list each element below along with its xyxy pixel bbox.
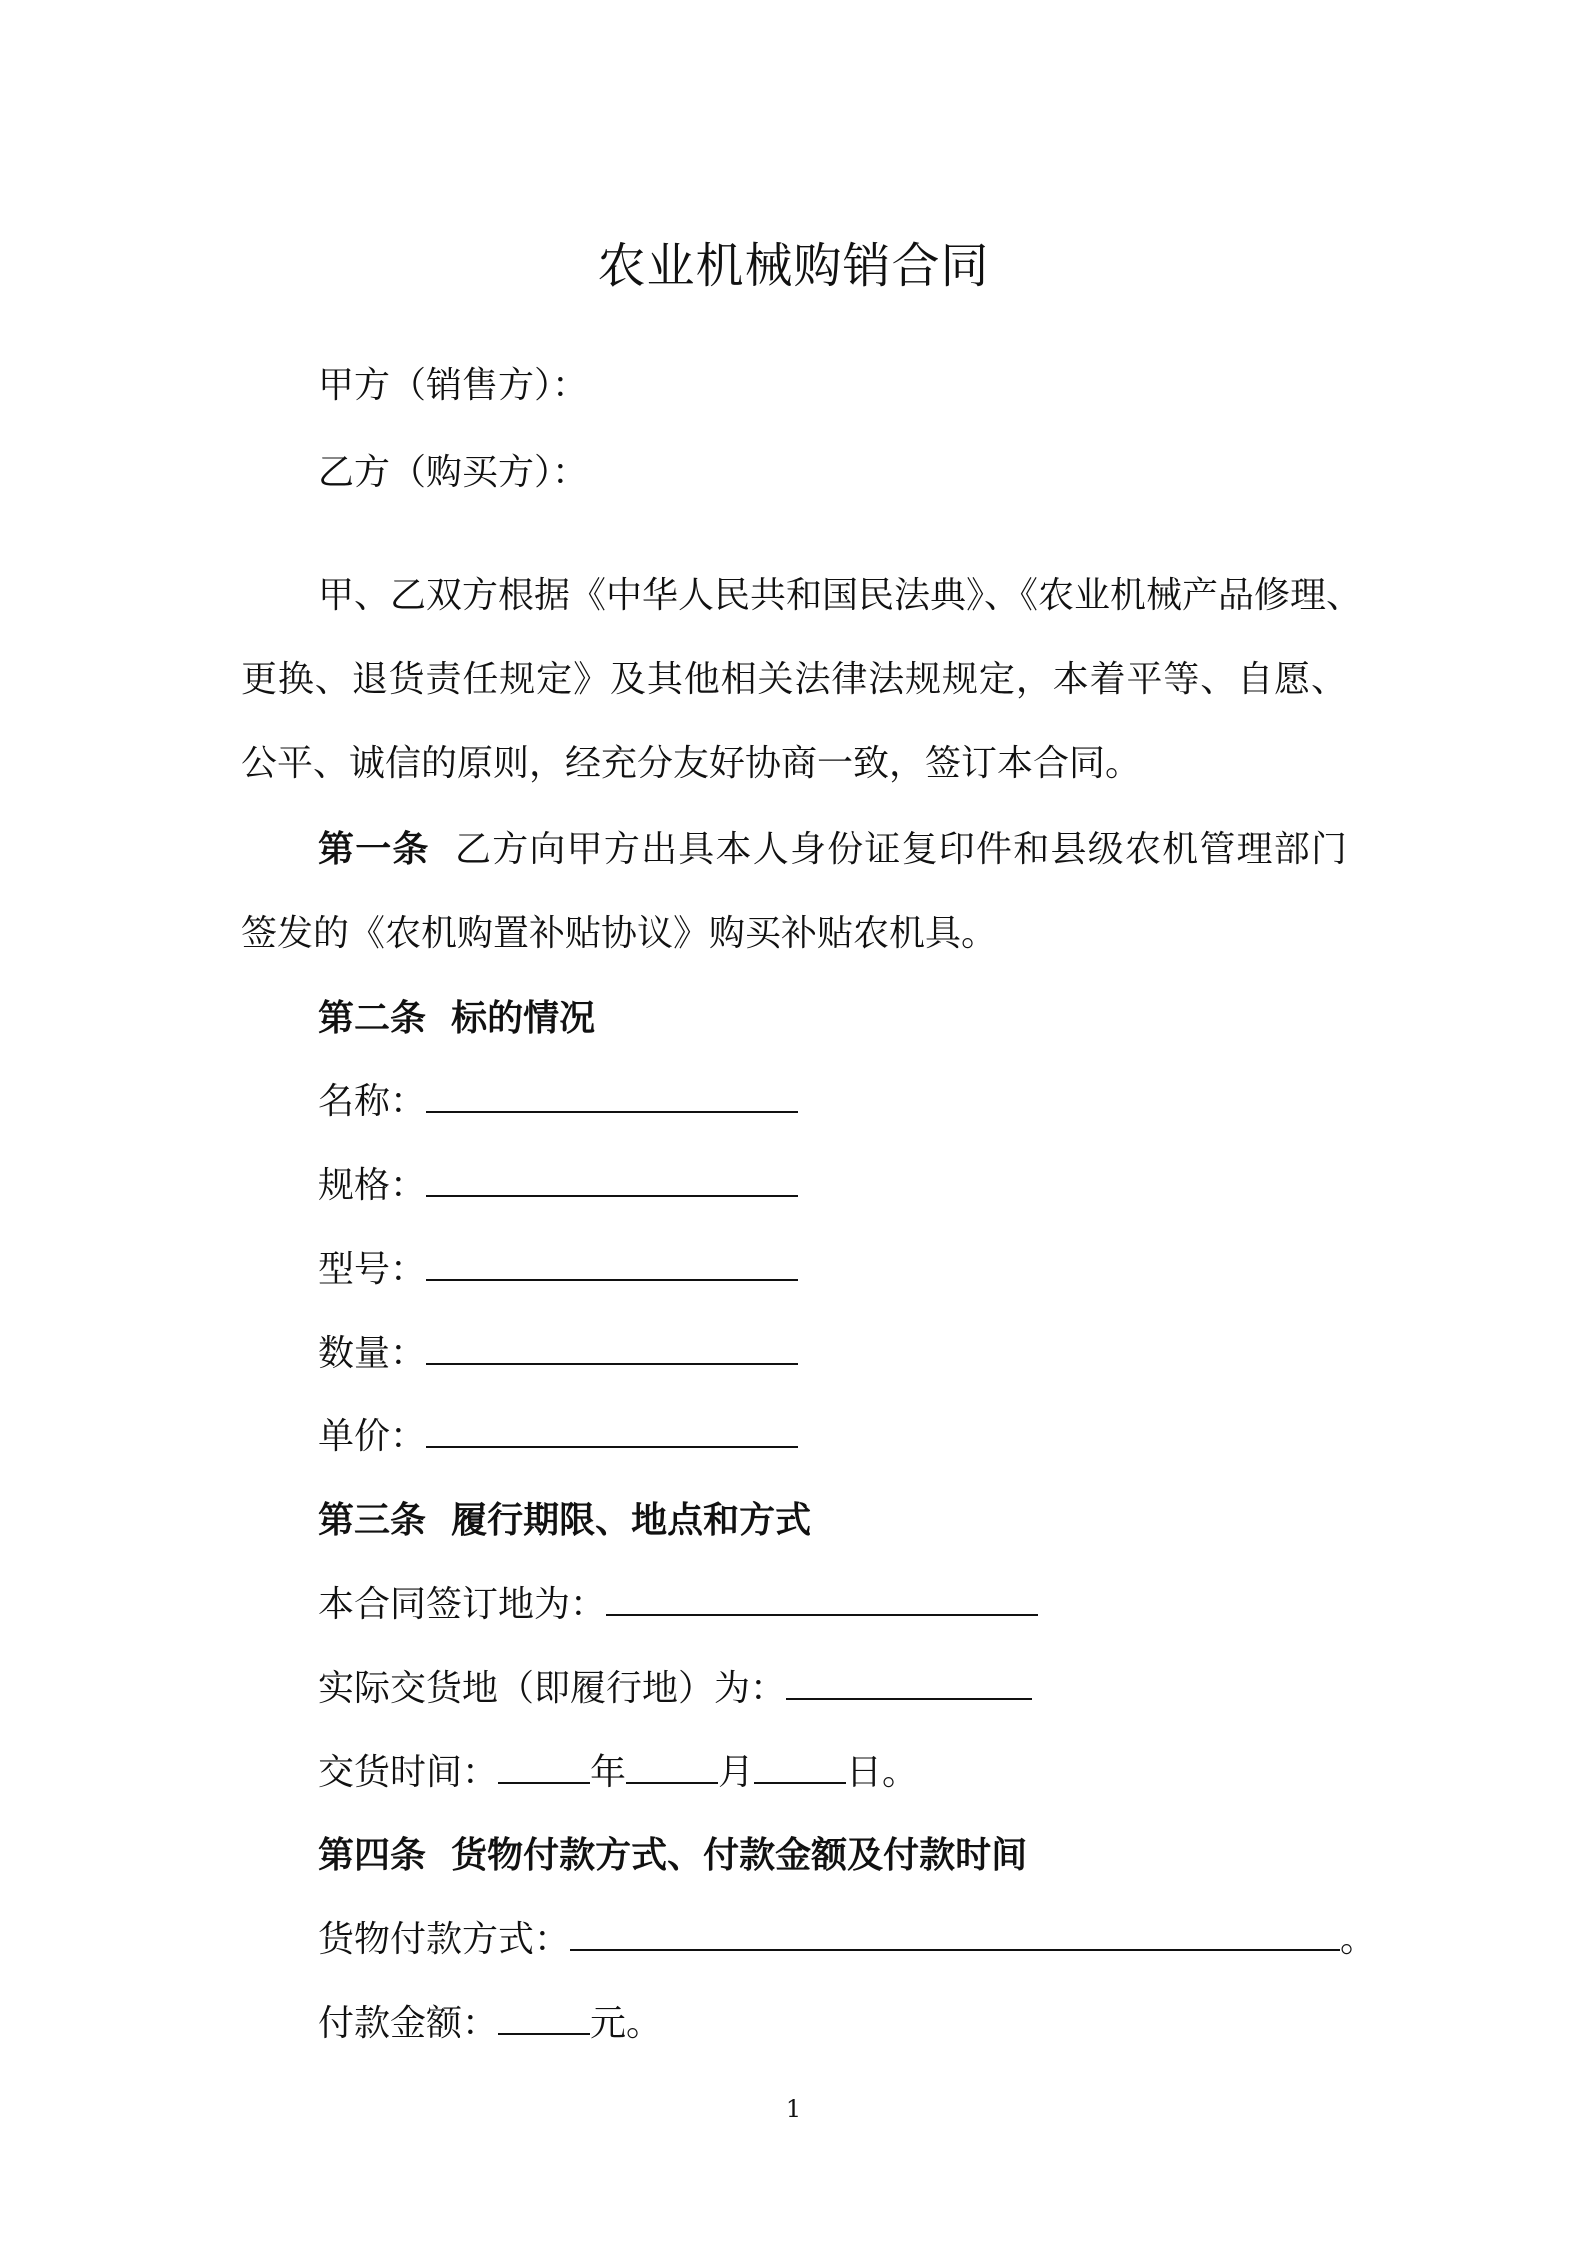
delivery-time-line xyxy=(318,1748,918,1797)
payment-amount-label: 付款金额： xyxy=(318,2003,499,2044)
intro-line-2: 更换、退货责任规定》及其他相关法律法规规定，本着平等、自愿、 xyxy=(241,659,1347,700)
delivery-month-blank[interactable] xyxy=(626,1748,718,1784)
delivery-day-blank[interactable] xyxy=(754,1748,846,1784)
page-number: 1 xyxy=(785,2095,802,2123)
article3-heading: 第三条 xyxy=(318,1499,427,1541)
delivery-place-blank[interactable] xyxy=(786,1664,1032,1700)
article1-text-1: 乙方向甲方出具本人身份证复印件和县级农机管理部门 xyxy=(454,829,1347,870)
sign-place-label: 本合同签订地为： xyxy=(318,1584,607,1625)
payment-method-end: 。 xyxy=(1340,1919,1377,1960)
month-label: 月 xyxy=(718,1752,755,1793)
field-unit-price xyxy=(318,1412,798,1461)
field-name-blank[interactable] xyxy=(426,1077,798,1113)
field-model-blank[interactable] xyxy=(426,1245,798,1281)
day-label: 日。 xyxy=(846,1752,919,1793)
delivery-time-label: 交货时间： xyxy=(318,1752,499,1793)
party-a-label: 甲方（销售方）： xyxy=(318,365,589,406)
article2-title: 标的情况 xyxy=(451,997,596,1039)
payment-amount-line xyxy=(318,1999,662,2048)
payment-method-line xyxy=(318,1915,1376,1964)
article4-heading-line xyxy=(318,1831,1027,1879)
article3-heading-line xyxy=(318,1496,811,1544)
field-unit-price-blank[interactable] xyxy=(426,1412,798,1448)
field-model xyxy=(318,1245,798,1294)
delivery-place-label: 实际交货地（即履行地）为： xyxy=(318,1668,787,1709)
delivery-year-blank[interactable] xyxy=(498,1748,590,1784)
intro-line-3: 公平、诚信的原则，经充分友好协商一致，签订本合同。 xyxy=(241,743,1142,784)
payment-method-blank[interactable] xyxy=(570,1915,1340,1951)
field-quantity xyxy=(318,1329,798,1378)
article2-heading: 第二条 xyxy=(318,997,427,1039)
field-quantity-label: 数量： xyxy=(318,1333,427,1374)
article2-heading-line xyxy=(318,994,595,1042)
field-name xyxy=(318,1077,798,1126)
delivery-place-line xyxy=(318,1664,1032,1713)
contract-title: 农业机械购销合同 xyxy=(597,238,990,294)
article3-title: 履行期限、地点和方式 xyxy=(451,1499,812,1541)
intro-line-1: 甲、乙双方根据《中华人民共和国民法典》、《农业机械产品修理、 xyxy=(318,575,1363,616)
field-spec-label: 规格： xyxy=(318,1165,427,1206)
article4-heading: 第四条 xyxy=(318,1834,427,1876)
party-b-label: 乙方（购买方）： xyxy=(318,452,589,493)
field-spec-blank[interactable] xyxy=(426,1161,798,1197)
article1-heading: 第一条 xyxy=(318,828,430,870)
field-model-label: 型号： xyxy=(318,1249,427,1290)
article1-line-2: 签发的《农机购置补贴协议》购买补贴农机具。 xyxy=(241,913,998,954)
sign-place-line xyxy=(318,1580,1038,1629)
payment-amount-blank[interactable] xyxy=(498,1999,590,2035)
article4-title: 货物付款方式、付款金额及付款时间 xyxy=(451,1834,1028,1876)
article1-line-1 xyxy=(318,825,1347,874)
field-unit-price-label: 单价： xyxy=(318,1416,427,1457)
payment-amount-unit: 元。 xyxy=(590,2003,663,2044)
field-quantity-blank[interactable] xyxy=(426,1329,798,1365)
field-name-label: 名称： xyxy=(318,1081,427,1122)
payment-method-label: 货物付款方式： xyxy=(318,1919,571,1960)
year-label: 年 xyxy=(590,1752,627,1793)
field-spec xyxy=(318,1161,798,1210)
sign-place-blank[interactable] xyxy=(606,1580,1038,1616)
